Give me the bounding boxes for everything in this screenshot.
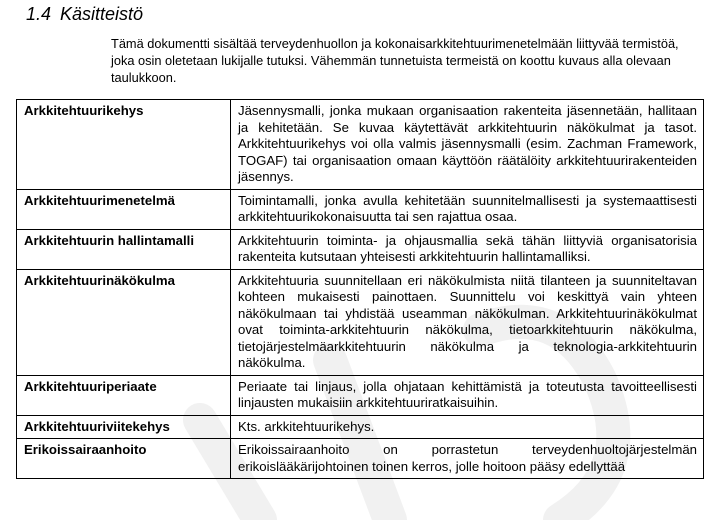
table-row	[17, 189, 704, 229]
definition-cell: Arkkitehtuuria suunnitellaan eri näkökulmista niitä tilanteen ja suunniteltavan kohteen mukaisesti painottaen. Suunnittelu voi keskittyä vain yhteen näkökulmaan tai yhdistää useamman näkökulman. Arkkitehtuurinäkökulmat ovat toiminta-arkkitehtuurin näkökulma, tietoarkkitehtuurin näkökulma, tietojärjestelmäarkkitehtuurin näkökulma ja teknologia-arkkitehtuurin näkökulma.	[231, 269, 704, 375]
definition-cell: Arkkitehtuurin toiminta- ja ohjausmallia sekä tähän liittyviä organisatorisia rakenteita kutsutaan yhteisesti arkkitehtuurin hallintamalliksi.	[231, 229, 704, 269]
term-cell: Arkkitehtuuriviitekehys	[17, 415, 231, 439]
definition-cell: Erikoissairaanhoito on porrastetun terveydenhuoltojärjestelmän erikoislääkärijohtoinen toinen kerros, jolle hoitoon pääsy edellyttää	[231, 439, 704, 479]
definition-cell: Jäsennysmalli, jonka mukaan organisaation rakenteita jäsennetään, hallitaan ja kehitetään. Se kuvaa käytettävät arkkitehtuurin näkökulmat ja tasot. Arkkitehtuurikehys voi olla valmis jäsennysmalli (esim. Zachman Framework, TOGAF) tai organisaation omaan käyttöön räätälöity arkkitehtuurirakenteiden jäsennys.	[231, 100, 704, 190]
table-row	[17, 269, 704, 375]
section-heading	[26, 4, 143, 25]
definition-cell: Periaate tai linjaus, jolla ohjataan kehittämistä ja toteutusta tavoitteellisesti linjausten mukaisiin arkkitehtuuriratkaisuihin.	[231, 375, 704, 415]
term-cell: Arkkitehtuuriperiaate	[17, 375, 231, 415]
term-cell: Arkkitehtuurikehys	[17, 100, 231, 190]
table-row	[17, 229, 704, 269]
term-cell: Arkkitehtuurinäkökulma	[17, 269, 231, 375]
section-title: Käsitteistö	[60, 4, 144, 24]
table-row	[17, 100, 704, 190]
term-cell: Arkkitehtuurin hallintamalli	[17, 229, 231, 269]
definition-cell: Toimintamalli, jonka avulla kehitetään suunnitelmallisesti ja systemaattisesti arkkitehtuurikokonaisuutta tai sen rajattua osaa.	[231, 189, 704, 229]
table-row	[17, 375, 704, 415]
section-number: 1.4	[26, 4, 52, 24]
table-row	[17, 439, 704, 479]
intro-paragraph: Tämä dokumentti sisältää terveydenhuollon ja kokonaisarkkitehtuurimenetelmään liittyvää termistöä, joka osin oletetaan lukijalle tutuksi. Vähemmän tunnetuista termeistä on koottu kuvaus alla olevaan taulukkoon.	[111, 36, 679, 85]
term-cell: Erikoissairaanhoito	[17, 439, 231, 479]
terms-table	[16, 99, 704, 479]
term-cell: Arkkitehtuurimenetelmä	[17, 189, 231, 229]
table-row	[17, 415, 704, 439]
definition-cell: Kts. arkkitehtuurikehys.	[231, 415, 704, 439]
